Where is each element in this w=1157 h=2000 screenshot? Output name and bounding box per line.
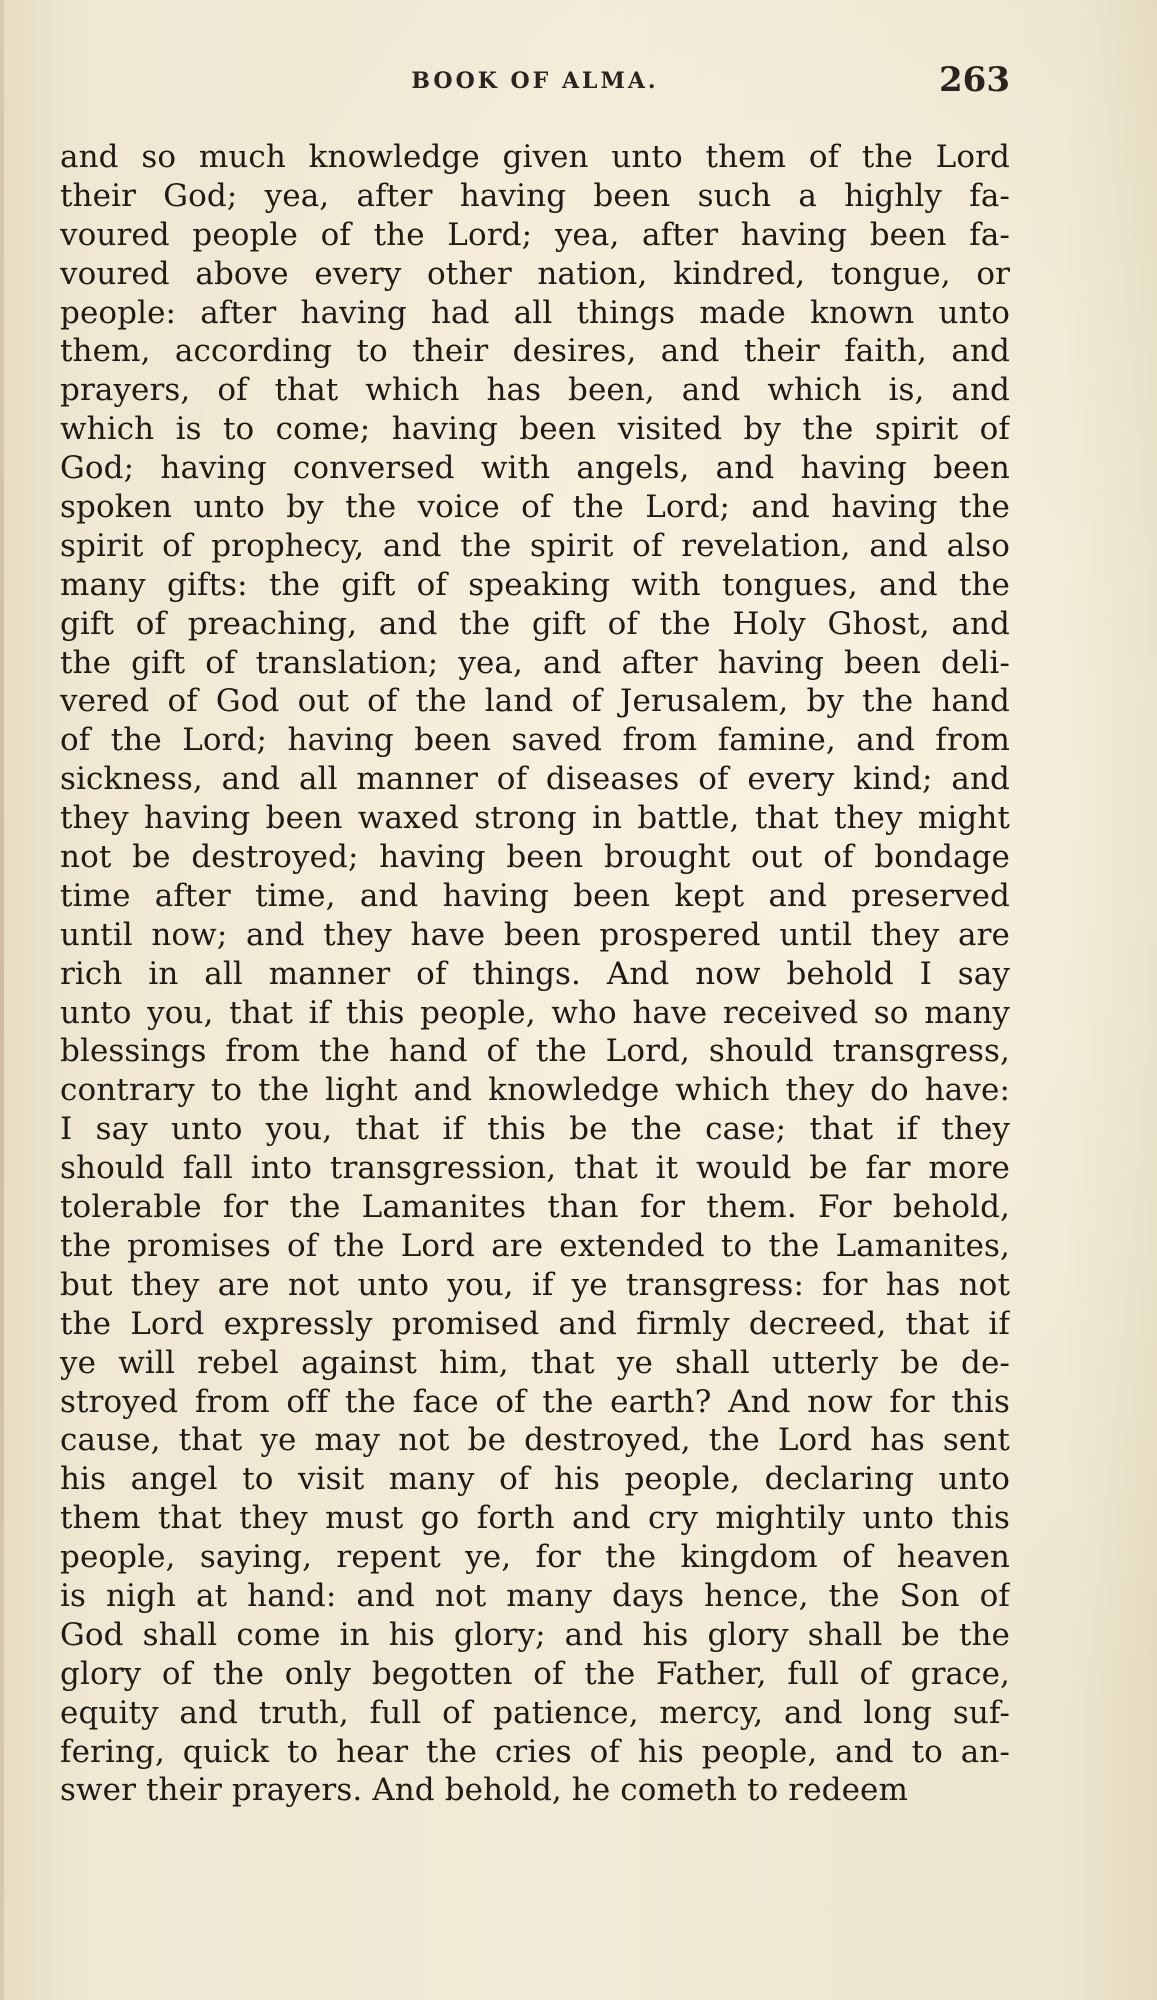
text-line: people: after having had all things made known unto [60, 294, 1010, 331]
text-line: spirit of prophecy, and the spirit of revelation, and also [60, 527, 1010, 564]
text-line: the Lord expressly promised and firmly decreed, that if [60, 1305, 1010, 1342]
body-text [60, 138, 1010, 1810]
text-line: tolerable for the Lamanites than for them. For behold, [60, 1189, 1010, 1226]
text-line: blessings from the hand of the Lord, should transgress, [60, 1033, 1010, 1070]
text-line: stroyed from off the face of the earth? And now for this [60, 1383, 1010, 1420]
text-line: contrary to the light and knowledge which they do have: [60, 1072, 1010, 1109]
text-line: God shall come in his glory; and his glory shall be the [60, 1616, 1010, 1653]
text-line: swer their prayers. And behold, he cometh to redeem [60, 1772, 908, 1809]
text-line: vered of God out of the land of Jerusalem, by the hand [60, 683, 1010, 720]
text-line: them, according to their desires, and their faith, and [60, 333, 1010, 370]
text-line: God; having conversed with angels, and having been [60, 450, 1010, 487]
text-line: prayers, of that which has been, and which is, and [60, 372, 1010, 409]
text-line: unto you, that if this people, who have received so many [60, 994, 1010, 1031]
text-line: equity and truth, full of patience, mercy, and long suf- [60, 1694, 1010, 1731]
page-header [60, 60, 1010, 100]
text-line: time after time, and having been kept and preserved [60, 877, 1010, 914]
text-line: I say unto you, that if this be the case; that if they [60, 1111, 1010, 1148]
running-title: BOOK OF ALMA. [411, 68, 659, 94]
text-line: fering, quick to hear the cries of his people, and to an- [60, 1733, 1010, 1770]
text-line: the gift of translation; yea, and after having been deli- [60, 644, 1010, 681]
text-line: which is to come; having been visited by the spirit of [60, 411, 1010, 448]
text-line: ye will rebel against him, that ye shall utterly be de- [60, 1344, 1010, 1381]
text-line: many gifts: the gift of speaking with tongues, and the [60, 566, 1010, 603]
text-line: voured above every other nation, kindred, tongue, or [60, 255, 1010, 292]
text-line: their God; yea, after having been such a highly fa- [60, 177, 1010, 214]
text-line: sickness, and all manner of diseases of every kind; and [60, 761, 1010, 798]
text-line: and so much knowledge given unto them of the Lord [60, 139, 1010, 175]
text-line: they having been waxed strong in battle, that they might [60, 800, 1010, 837]
text-line: is nigh at hand: and not many days hence, the Son of [60, 1577, 1010, 1614]
page-gutter-edge [0, 0, 4, 2000]
text-line: not be destroyed; having been brought out of bondage [60, 839, 1010, 876]
text-line: until now; and they have been prospered until they are [60, 916, 1010, 953]
text-line: cause, that ye may not be destroyed, the Lord has sent [60, 1422, 1010, 1459]
text-line: them that they must go forth and cry mightily unto this [60, 1500, 1010, 1537]
text-line: rich in all manner of things. And now behold I say [60, 955, 1010, 992]
text-line: glory of the only begotten of the Father, full of grace, [60, 1655, 1010, 1692]
text-line: but they are not unto you, if ye transgress: for has not [60, 1266, 1010, 1303]
text-line: voured people of the Lord; yea, after having been fa- [60, 216, 1010, 253]
text-line: his angel to visit many of his people, declaring unto [60, 1461, 1010, 1498]
text-line: people, saying, repent ye, for the kingdom of heaven [60, 1539, 1010, 1576]
text-line: of the Lord; having been saved from famine, and from [60, 722, 1010, 759]
page-number: 263 [939, 60, 1010, 100]
text-line: should fall into transgression, that it would be far more [60, 1150, 1010, 1187]
text-line: the promises of the Lord are extended to the Lamanites, [60, 1227, 1010, 1264]
text-line: spoken unto by the voice of the Lord; and having the [60, 489, 1010, 526]
text-line: gift of preaching, and the gift of the Holy Ghost, and [60, 605, 1010, 642]
